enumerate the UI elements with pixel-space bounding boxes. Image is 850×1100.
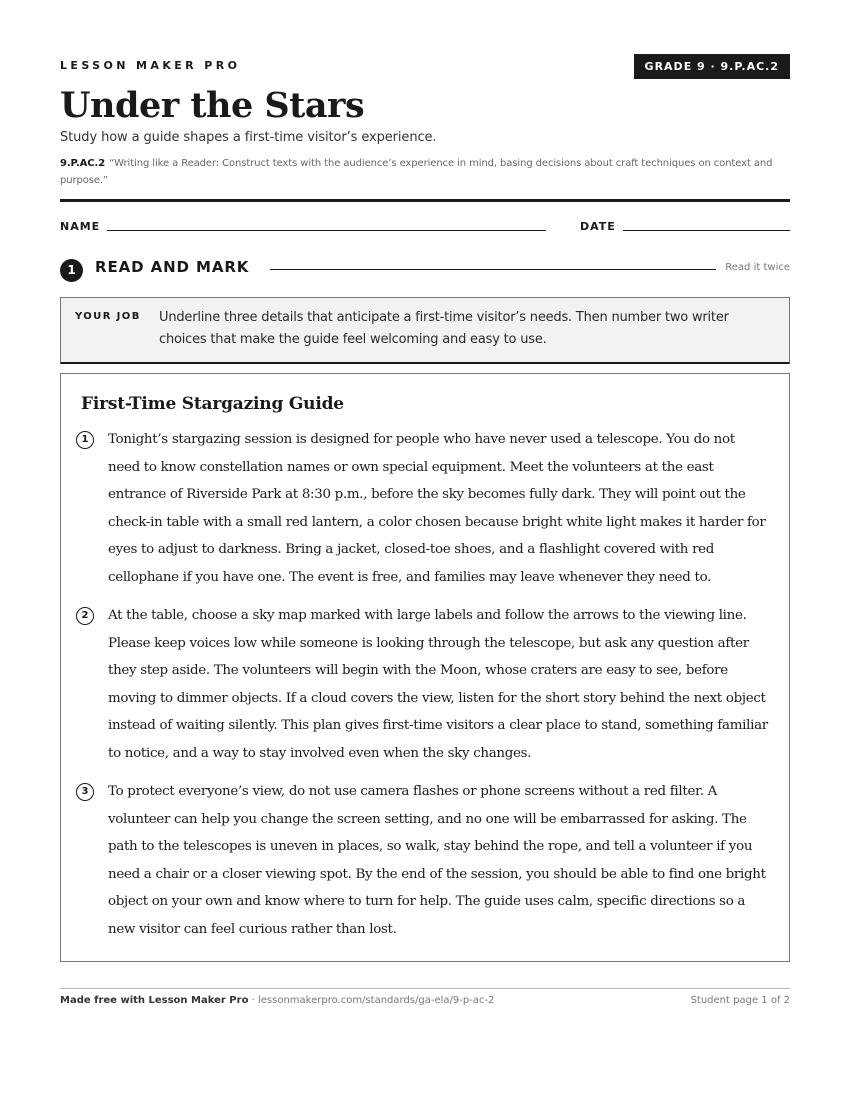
name-label: NAME: [60, 220, 101, 233]
section-number-badge: 1: [60, 259, 83, 282]
paragraph-number-3: 3: [76, 783, 94, 801]
paragraph-number-1: 1: [76, 431, 94, 449]
footer-credit: [60, 995, 494, 1006]
section-title: READ AND MARK: [95, 258, 250, 276]
your-job-box: [60, 297, 790, 364]
grade-badge: GRADE 9 · 9.P.AC.2: [634, 54, 790, 79]
footer-divider: [60, 988, 790, 989]
passage-paragraph-1: Tonight’s stargazing session is designed for people who have never used a telescope. You do not need to know constellation names or own special equipment. Meet the volunteers at the east entrance of Riverside Park at 8:30 p.m., before the sky becomes fully dark. They will point out the check-in table with a small red lantern, a color chosen because bright white light makes it harder for eyes to adjust to darkness. Bring a jacket, closed-toe shoes, and a flashlight covered with red cellophane if you have one. The event is free, and families may leave whenever they need to.: [108, 432, 766, 585]
footer-separator: ·: [248, 995, 258, 1006]
passage-title: First-Time Stargazing Guide: [81, 394, 344, 414]
page-subtitle: Study how a guide shapes a first-time visitor’s experience.: [60, 130, 437, 145]
standard-description: [60, 155, 790, 189]
your-job-label: YOUR JOB: [75, 311, 141, 322]
paragraph-number-2: 2: [76, 607, 94, 625]
standard-text: “Writing like a Reader: Construct texts with the audience’s experience in mind, basing decisions about craft techniques on context and purpose.”: [60, 158, 773, 186]
page-title: Under the Stars: [60, 85, 365, 126]
passage-paragraph-3: To protect everyone’s view, do not use camera flashes or phone screens without a red filter. A volunteer can help you change the screen setting, and no one will be embarrassed for asking. The path to the telescopes is uneven in places, so walk, stay behind the rope, and tell a volunteer if you need a chair or a closer viewing spot. By the end of the session, you should be able to find one bright object on your own and know where to turn for help. The guide uses calm, specific directions so a new visitor can feel curious rather than lost.: [108, 784, 766, 937]
standard-code: 9.P.AC.2: [60, 158, 106, 169]
brand-name: LESSON MAKER PRO: [60, 59, 241, 72]
date-label: DATE: [580, 220, 616, 233]
header-divider: [60, 199, 790, 202]
your-job-text: Underline three details that anticipate a first-time visitor’s needs. Then number two writer choices that make the guide feel welcoming and easy to use.: [159, 310, 729, 347]
footer-url[interactable]: lessonmakerpro.com/standards/ga-ela/9-p-ac-2: [257, 995, 495, 1006]
date-field[interactable]: [623, 230, 790, 231]
footer-made-with: Made free with Lesson Maker Pro: [60, 995, 249, 1006]
reading-passage: [60, 373, 790, 962]
footer-page-number: Student page 1 of 2: [690, 995, 790, 1006]
section-note: Read it twice: [725, 262, 790, 273]
name-field[interactable]: [107, 230, 546, 231]
section-divider: [270, 269, 716, 270]
passage-paragraph-2: At the table, choose a sky map marked with large labels and follow the arrows to the viewing line. Please keep voices low while someone is looking through the telescope, but ask any question after they step aside. The volunteers will begin with the Moon, whose craters are easy to see, before moving to dimmer objects. If a cloud covers the view, listen for the short story behind the next object instead of waiting silently. This plan gives first-time visitors a clear place to stand, something familiar to notice, and a way to stay involved even when the sky changes.: [108, 608, 768, 761]
